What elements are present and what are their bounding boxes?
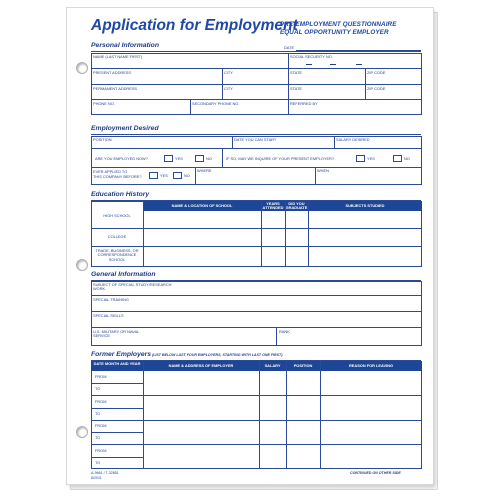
rank-label: RANK — [279, 329, 290, 334]
employed-yes-checkbox[interactable] — [164, 155, 173, 162]
no-label: NO — [404, 156, 410, 161]
permanent-address-label: PERMANENT ADDRESS — [93, 86, 138, 91]
ssn-field-label: SOCIAL SECURITY NO. — [290, 54, 333, 59]
row-divider — [91, 395, 422, 396]
inquire-yes-checkbox[interactable] — [356, 155, 365, 162]
special-study-label — [93, 283, 175, 292]
city-label: CITY — [224, 86, 233, 91]
section-employment-heading: Employment Desired — [91, 125, 159, 132]
yes-label: YES — [175, 156, 183, 161]
date-line[interactable] — [296, 50, 421, 51]
edu-row-college: COLLEGE — [107, 234, 127, 239]
yes-label: YES — [367, 156, 375, 161]
edu-col-graduate: DID YOU GRADUATE — [285, 201, 308, 211]
referred-by-label: REFERRED BY — [290, 101, 318, 106]
edu-row-high-school: HIGH SCHOOL — [103, 213, 131, 218]
start-date-label: DATE YOU CAN START — [234, 137, 277, 142]
to-label: TO — [95, 411, 101, 416]
present-address-label: PRESENT ADDRESS — [93, 70, 131, 75]
where-label: WHERE — [197, 168, 212, 173]
binder-hole-middle — [76, 259, 88, 271]
from-label: FROM — [95, 423, 107, 428]
row-divider — [91, 246, 422, 247]
col-divider — [276, 327, 277, 346]
ssn-dash — [330, 64, 336, 65]
col-divider — [334, 136, 335, 148]
row-divider — [91, 167, 422, 168]
section-former-heading: Former Employers — [91, 351, 152, 358]
name-field-label: NAME (LAST NAME FIRST) — [93, 54, 143, 59]
zip-label: ZIP CODE — [367, 70, 386, 75]
from-to-divider — [91, 457, 143, 458]
ssn-dash — [356, 64, 362, 65]
ssn-dash — [306, 64, 312, 65]
from-label: FROM — [95, 399, 107, 404]
no-label: NO — [206, 156, 212, 161]
section-rule — [91, 134, 421, 135]
to-label: TO — [95, 435, 101, 440]
city-label: CITY — [224, 70, 233, 75]
section-general-heading: General Information — [91, 271, 156, 278]
military-service-label — [93, 330, 147, 339]
col-divider — [259, 361, 260, 469]
employed-now-label: ARE YOU EMPLOYED NOW? — [95, 156, 148, 161]
inquire-label: IF SO, MAY WE INQUIRE OF YOUR PRESENT EMPLOYER? — [226, 156, 335, 161]
section-rule — [91, 51, 421, 52]
former-employers-note: (LIST BELOW LAST FOUR EMPLOYERS, STARTING WITH LAST ONE FIRST) — [152, 352, 283, 357]
col-divider — [365, 68, 366, 99]
col-divider — [285, 201, 286, 267]
date-label: DATE — [284, 45, 295, 50]
row-divider — [91, 148, 422, 149]
row-divider — [91, 311, 422, 312]
col-divider — [288, 53, 289, 68]
applied-no-checkbox[interactable] — [173, 172, 182, 179]
row-divider — [91, 295, 422, 296]
edu-row-trade: TRADE, BUSINESS, OR CORRESPONDENCE SCHOOL — [95, 248, 139, 262]
col-divider — [143, 201, 144, 267]
form-date: 8/2011 — [91, 476, 102, 480]
salary-desired-label: SALARY DESIRED — [336, 137, 370, 142]
secondary-phone-label: SECONDARY PHONE NO. — [192, 101, 240, 106]
section-personal-heading: Personal Information — [91, 42, 159, 49]
edu-col-school: NAME & LOCATION OF SCHOOL — [171, 202, 233, 208]
col-divider — [286, 361, 287, 469]
col-divider — [190, 99, 191, 115]
col-divider — [320, 361, 321, 469]
employed-no-checkbox[interactable] — [195, 155, 204, 162]
col-divider — [261, 201, 262, 267]
inquire-no-checkbox[interactable] — [393, 155, 402, 162]
row-divider — [91, 68, 422, 69]
special-study-text: SUBJECT OF SPECIAL STUDY/RESEARCH WORK — [93, 282, 172, 292]
former-employers-table — [91, 361, 422, 469]
no-label: NO — [184, 173, 190, 178]
state-label: STATE — [290, 70, 302, 75]
binder-hole-bottom — [76, 426, 88, 438]
former-col-position: POSITION — [293, 362, 313, 368]
zip-label: ZIP CODE — [367, 86, 386, 91]
former-col-employer: NAME & ADDRESS OF EMPLOYER — [168, 362, 234, 368]
state-label: STATE — [290, 86, 302, 91]
former-col-date: DATE MONTH AND YEAR — [93, 361, 141, 366]
continued-note: CONTINUED ON OTHER SIDE — [350, 471, 401, 475]
from-to-divider — [91, 432, 143, 433]
former-col-salary: SALARY — [264, 362, 281, 368]
applied-before-label-1: EVER APPLIED TO — [93, 169, 128, 174]
row-divider — [91, 420, 422, 421]
edu-col-years: YEARS ATTENDED — [262, 201, 284, 211]
applied-before-label-2: THIS COMPANY BEFORE? — [93, 174, 142, 179]
when-label: WHEN — [317, 168, 329, 173]
applied-yes-checkbox[interactable] — [149, 172, 158, 179]
col-divider — [195, 167, 196, 185]
special-skills-label: SPECIAL SKILLS — [93, 313, 124, 318]
from-to-divider — [91, 408, 143, 409]
binder-hole-top — [76, 62, 88, 74]
position-label: POSITION — [93, 137, 112, 142]
from-label: FROM — [95, 374, 107, 379]
special-training-label: SPECIAL TRAINING — [93, 297, 129, 302]
row-divider — [91, 84, 422, 85]
to-label: TO — [95, 386, 101, 391]
form-code: A-9661 / T-32851 — [91, 471, 119, 475]
former-col-reason: REASON FOR LEAVING — [348, 362, 394, 368]
from-to-divider — [91, 383, 143, 384]
col-divider — [222, 148, 223, 167]
section-education-heading: Education History — [91, 191, 150, 198]
col-divider — [222, 68, 223, 99]
col-divider — [232, 136, 233, 148]
row-divider — [91, 99, 422, 100]
row-divider — [91, 228, 422, 229]
to-label: TO — [95, 460, 101, 465]
yes-label: YES — [160, 173, 168, 178]
col-divider — [288, 68, 289, 115]
row-divider — [91, 327, 422, 328]
military-service-text: U.S. MILITARY OR NAVAL SERVICE — [93, 329, 140, 339]
form-title: Application for Employment — [91, 17, 298, 34]
edu-col-subjects: SUBJECTS STUDIED — [345, 202, 385, 208]
row-divider — [91, 444, 422, 445]
col-divider — [315, 167, 316, 185]
col-divider — [308, 201, 309, 267]
col-divider — [143, 361, 144, 469]
phone-label: PHONE NO. — [93, 101, 115, 106]
subtitle-eoe: EQUAL OPPORTUNITY EMPLOYER — [280, 29, 389, 36]
from-label: FROM — [95, 448, 107, 453]
subtitle-questionnaire: PRE-EMPLOYMENT QUESTIONNAIRE — [280, 21, 397, 28]
